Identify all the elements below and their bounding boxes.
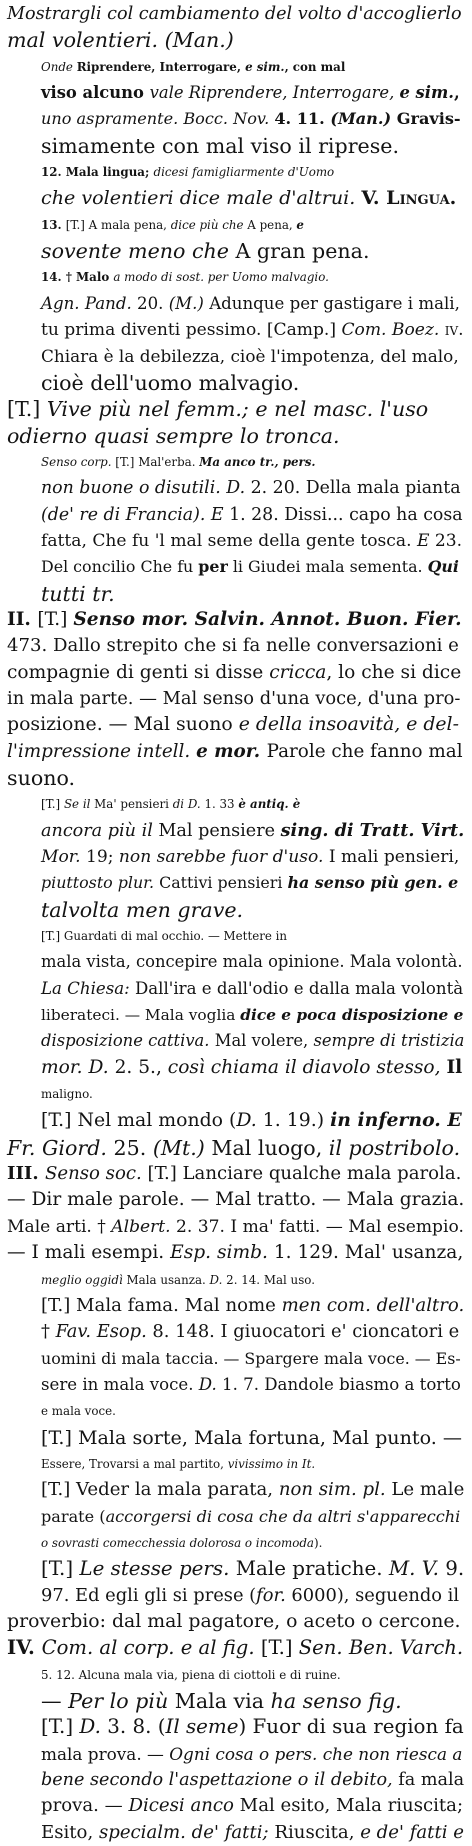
text-line	[7, 1504, 464, 1530]
text-line	[7, 54, 464, 80]
text-line	[7, 1293, 464, 1319]
text-run: mor. D.	[41, 1056, 115, 1078]
text-line	[7, 1583, 464, 1609]
text-run: compagnie di genti si disse	[7, 661, 270, 683]
text-run: [T.]	[41, 1557, 80, 1581]
text-run: Per lo più	[68, 1689, 175, 1713]
text-run: disposizione cattiva.	[41, 1031, 215, 1051]
text-run: Il seme	[165, 1715, 239, 1739]
text-run: Se il	[63, 797, 95, 812]
text-run: meglio oggidì	[41, 1272, 127, 1287]
entry-paragraph	[7, 1451, 464, 1530]
text-run: (Mt.)	[152, 1135, 212, 1160]
text-line	[7, 264, 464, 290]
text-run: accorgersi di cosa che da altri s'apparecchi	[105, 1506, 461, 1526]
text-line	[7, 317, 464, 343]
text-run: , con mal	[284, 59, 346, 74]
entry-paragraph	[7, 1609, 464, 1662]
text-run: A gran pena.	[235, 239, 370, 264]
text-run: D.	[198, 1374, 223, 1394]
text-line	[7, 1240, 464, 1266]
text-run: 14. † Malo	[41, 270, 114, 285]
text-run: D.	[79, 1715, 108, 1739]
text-run: Onde	[41, 59, 77, 74]
text-run: Sen. Ben. Varch.	[298, 1636, 464, 1660]
text-run: Lingua.	[386, 186, 457, 210]
text-run: 23.	[434, 530, 463, 551]
text-line	[7, 1635, 464, 1661]
text-line	[7, 449, 464, 475]
text-run: D.	[226, 478, 251, 499]
text-line	[7, 1002, 464, 1028]
text-line	[7, 133, 464, 159]
text-line	[7, 660, 464, 686]
text-run: fatta, Che fu 'l mal seme della gente tosca.	[41, 530, 417, 551]
entry-paragraph	[7, 396, 464, 449]
text-line	[7, 1477, 464, 1503]
text-line	[7, 185, 464, 211]
text-line	[7, 1530, 464, 1556]
text-line	[7, 1, 464, 27]
text-run: Le stesse pers.	[79, 1557, 236, 1581]
entry-paragraph	[7, 449, 464, 607]
text-run: tu prima diventi pessimo. [Camp.]	[41, 320, 342, 341]
text-run: fa mala	[398, 1770, 465, 1791]
text-line	[7, 370, 464, 396]
text-line	[7, 1741, 464, 1767]
text-run: 473. Dallo strepito che si fa nelle conversazioni e	[7, 635, 459, 657]
text-run: Fr. Giord.	[7, 1135, 114, 1160]
text-run: 1. 19.)	[262, 1110, 331, 1132]
text-line	[7, 1662, 464, 1688]
text-run: 1. 129. Mal' usanza,	[273, 1242, 464, 1264]
text-run: e de' fatti e	[360, 1821, 464, 1843]
text-run: 13.	[41, 217, 66, 232]
text-run: l'impressione intell.	[7, 740, 197, 762]
text-run: [T.] Mala fama. Mal nome	[41, 1294, 282, 1316]
text-run: prova. —	[41, 1795, 129, 1817]
text-line	[7, 1214, 464, 1240]
text-line	[7, 607, 464, 633]
entry-paragraph	[7, 1, 464, 54]
text-run: Agn. Pand.	[41, 293, 138, 313]
text-run: Senso mor. Salvin. Annot. Buon. Fier.	[73, 608, 462, 630]
text-run: 1. 28. Dissi... capo ha cosa	[229, 504, 463, 525]
text-run: Fav. Esop.	[55, 1321, 153, 1343]
text-run: in inferno. E	[330, 1109, 462, 1132]
text-run: 2. 37. I ma' fatti. — Mal esempio.	[176, 1216, 464, 1237]
text-line	[7, 1425, 464, 1451]
entry-paragraph	[7, 212, 464, 265]
text-line	[7, 791, 464, 817]
text-run: Dicesi anco	[128, 1795, 240, 1817]
text-run: Com. Boez.	[341, 320, 445, 341]
text-line	[7, 159, 464, 185]
entry-paragraph	[7, 923, 464, 1081]
text-run: e sim.	[399, 83, 454, 103]
text-run: 4. 11.	[274, 109, 331, 129]
text-run: dicesi famigliarmente d'Uomo	[153, 165, 335, 180]
text-run: non sim. pl.	[278, 1479, 392, 1501]
text-run: — I mali esempi.	[7, 1242, 171, 1264]
text-run: La Chiesa:	[41, 978, 135, 998]
text-run: III.	[7, 1163, 45, 1185]
text-run: 2. 5.,	[114, 1056, 168, 1078]
text-run: Essere, Trovarsi a mal partito,	[41, 1456, 228, 1471]
text-run: ancora più il	[41, 820, 159, 841]
text-run: vale Riprendere, Interrogare,	[149, 83, 400, 103]
entry-paragraph	[7, 1398, 464, 1451]
text-run: sempre di tristizia	[313, 1031, 465, 1051]
text-run: V.	[361, 186, 387, 210]
text-run: cioè dell'uomo malvagio.	[41, 370, 300, 395]
text-run: [T.]	[260, 1636, 299, 1660]
text-run: talvolta men grave.	[41, 897, 244, 922]
text-run: [T.]	[41, 797, 64, 812]
text-run: sere in mala voce.	[41, 1374, 199, 1394]
text-run: ha senso fig.	[270, 1689, 402, 1713]
text-run: Mal volere,	[214, 1031, 314, 1051]
text-run: bene secondo l'aspettazione o il debito,	[41, 1770, 399, 1791]
text-line	[7, 739, 464, 765]
text-run: il postribolo.	[328, 1135, 461, 1160]
text-run: li Giudei mala sementa.	[227, 557, 428, 577]
text-run: [T.]	[7, 397, 47, 422]
text-run: suono.	[7, 765, 76, 790]
text-run: Il	[446, 1056, 463, 1078]
text-run: E	[416, 530, 435, 551]
text-run: — Dir male parole. — Mal tratto. — Mala grazia.	[7, 1189, 465, 1211]
text-run: [T.]	[41, 1715, 80, 1739]
text-run: 97. Ed egli gli si prese (	[41, 1584, 257, 1606]
text-run: per	[198, 557, 228, 577]
text-run: D.	[209, 1272, 227, 1287]
text-run: 9.	[445, 1557, 465, 1581]
text-line	[7, 949, 464, 975]
text-run: 2. 14. Mal uso.	[226, 1272, 315, 1287]
text-run: Mal esito, Mala riuscita;	[239, 1795, 464, 1817]
entry-paragraph	[7, 1135, 464, 1267]
text-line	[7, 1319, 464, 1345]
text-run: maligno.	[41, 1087, 93, 1102]
text-run: IV.	[7, 1636, 42, 1660]
text-line	[7, 686, 464, 712]
text-run: Mostrargli col cambiamento del volto d'accoglierlo	[7, 4, 462, 24]
entry-paragraph	[7, 791, 464, 923]
text-run: dice più che	[170, 217, 248, 232]
text-run: Chiara è la debilezza, cioè l'impotenza, del malo,	[41, 346, 459, 367]
text-run: e della insoavità, e del-	[238, 714, 459, 736]
text-run: ) Fuor di sua region fa	[238, 1715, 464, 1739]
text-run: Del concilio Che fu	[41, 557, 199, 577]
text-line	[7, 475, 464, 501]
text-run: [T.] Guardati di mal occhio. — Mettere in	[41, 929, 288, 944]
text-line	[7, 844, 464, 870]
text-run: M. V.	[388, 1557, 446, 1581]
text-run: Com. al corp. e al fig.	[41, 1636, 261, 1660]
text-run: 6000), seguendo il	[291, 1584, 460, 1606]
text-run: parate (	[41, 1506, 106, 1526]
text-run: Mala via	[174, 1689, 271, 1713]
text-line	[7, 396, 464, 422]
text-run: Dall'ira e dall'odio e dalla mala volontà	[134, 978, 464, 998]
text-run: 1. 7. Dandole biasmo a torto	[222, 1374, 461, 1394]
text-run: liberateci. — Mala voglia	[41, 1006, 241, 1025]
entry-paragraph	[7, 1267, 464, 1399]
text-run: posizione. — Mal suono	[7, 714, 239, 736]
text-line	[7, 27, 464, 53]
text-line	[7, 1161, 464, 1187]
text-line	[7, 1081, 464, 1107]
text-line	[7, 238, 464, 264]
text-run: Vive più nel femm.; e nel masc. l'uso	[46, 397, 429, 422]
entry-paragraph	[7, 607, 464, 791]
text-run: —	[41, 1689, 69, 1713]
text-line	[7, 291, 464, 317]
text-line	[7, 1556, 464, 1582]
text-run: Gravis-	[396, 109, 461, 129]
text-run: II.	[7, 608, 38, 630]
text-run: sing. di Tratt. Virt.	[280, 819, 465, 841]
text-line	[7, 1820, 464, 1846]
text-run: 12. Mala lingua;	[41, 165, 154, 180]
text-line	[7, 712, 464, 738]
text-run: specialm. de' fatti;	[98, 1821, 275, 1843]
text-run: uomini di mala taccia. — Spargere mala voce. — Es-	[41, 1348, 461, 1368]
entry-paragraph	[7, 1662, 464, 1846]
text-run: , lo che si dice	[326, 661, 462, 683]
text-run: [T.]	[37, 608, 74, 630]
text-line	[7, 1609, 464, 1635]
text-line	[7, 554, 464, 580]
text-run: così chiama il diavolo stesso,	[167, 1056, 447, 1078]
text-run: 2. 20. Della mala pianta	[250, 478, 461, 499]
entry-paragraph	[7, 1081, 464, 1135]
text-run: Riprendere, Interrogare,	[76, 59, 246, 74]
entry-paragraph	[7, 264, 464, 396]
text-run: Mal luogo,	[211, 1135, 329, 1160]
text-line	[7, 1028, 464, 1054]
text-run: 3. 8. (	[107, 1715, 166, 1739]
text-run: non buone o disutili.	[41, 478, 227, 499]
text-run: Esp. simb.	[170, 1242, 274, 1264]
text-run: viso alcuno	[41, 83, 150, 103]
text-line	[7, 1714, 464, 1740]
text-run: 1. 33	[204, 797, 239, 812]
text-run: Mala usanza.	[126, 1272, 210, 1287]
text-run: sovente meno che	[41, 239, 236, 264]
text-run: Male arti. †	[7, 1216, 112, 1237]
text-run: uno aspramente. Bocc. Nov.	[41, 109, 275, 129]
text-line	[7, 1107, 464, 1134]
text-run: che volentieri dice male d'altrui.	[41, 186, 362, 210]
text-run: (M.)	[168, 293, 210, 313]
text-line	[7, 1767, 464, 1793]
text-line	[7, 502, 464, 528]
text-run: 5. 12. Alcuna mala via, piena di ciottoli e di ruine.	[41, 1667, 341, 1682]
text-run: iv.	[444, 320, 464, 341]
text-run: non sarebbe fuor d'uso.	[118, 847, 329, 867]
text-run: piuttosto plur.	[41, 873, 160, 893]
entry-paragraph	[7, 1530, 464, 1609]
text-line	[7, 1267, 464, 1293]
text-line	[7, 1688, 464, 1714]
text-line	[7, 1135, 464, 1161]
text-run: Riuscita,	[274, 1821, 361, 1843]
text-run: I mali pensieri,	[328, 847, 460, 867]
text-run: ha senso più gen. e	[287, 873, 459, 893]
text-run: 19;	[85, 847, 119, 867]
text-run: (Man.)	[330, 109, 397, 129]
text-run: [T.] Mala sorte, Mala fortuna, Mal punto. —	[41, 1425, 462, 1449]
text-run: (de' re di Francia).	[41, 504, 211, 525]
text-run: in mala parte. — Mal senso d'una voce, d'una pro-	[7, 687, 461, 709]
text-run: 25.	[113, 1135, 153, 1160]
text-run: Ogni cosa o pers. che non riesca a	[169, 1743, 463, 1764]
text-run: Ma anco tr., pers.	[199, 454, 316, 469]
text-line	[7, 976, 464, 1002]
text-line	[7, 581, 464, 607]
text-run: e mor.	[196, 740, 267, 762]
text-run: men com. dell'altro.	[281, 1294, 465, 1316]
text-run: Le male	[391, 1479, 465, 1501]
text-line	[7, 1346, 464, 1372]
text-run: A pena,	[247, 217, 297, 232]
text-run: Senso soc.	[45, 1163, 148, 1185]
text-run: D.	[236, 1110, 263, 1132]
text-run: o sovrasti comecchessia dolorosa o incomoda	[41, 1535, 314, 1550]
text-run: E	[210, 504, 230, 525]
entry-paragraph	[7, 159, 464, 212]
text-run: Esito,	[41, 1821, 99, 1843]
text-line	[7, 1451, 464, 1477]
text-line	[7, 106, 464, 132]
text-run: e sim.	[245, 59, 285, 74]
text-line	[7, 818, 464, 844]
text-line	[7, 923, 464, 949]
text-run: di D.	[172, 797, 205, 812]
text-run: simamente con mal viso il riprese.	[41, 133, 400, 158]
text-run: ,	[453, 83, 460, 103]
text-run: tutti tr.	[41, 581, 115, 606]
text-run: dice e poca disposizione e	[240, 1006, 464, 1025]
text-run: Mor.	[41, 847, 86, 867]
text-run: [T.] Mal'erba.	[115, 454, 200, 469]
text-run: è antiq. è	[238, 797, 301, 812]
text-line	[7, 1055, 464, 1081]
text-run: Cattivi pensieri	[159, 873, 288, 893]
text-run: odierno quasi sempre lo tronca.	[7, 423, 340, 448]
entry-paragraph	[7, 54, 464, 159]
text-run: 8. 148. I giuocatori e' cioncatori e	[152, 1321, 460, 1343]
text-run: Ma' pensieri	[94, 797, 173, 812]
text-run: Adunque per gastigare i mali,	[209, 293, 460, 313]
text-run: [T.] A mala pena,	[65, 217, 171, 232]
text-line	[7, 870, 464, 896]
text-run: mala vista, concepire mala opinione. Mala volontà.	[41, 952, 463, 972]
text-run: cricca	[269, 661, 327, 683]
text-run: e mala voce.	[41, 1404, 116, 1419]
text-line	[7, 633, 464, 659]
text-line	[7, 423, 464, 449]
text-run: proverbio: dal mal pagatore, o aceto o cercone.	[7, 1610, 461, 1632]
text-line	[7, 765, 464, 791]
text-run: Parole che fanno mal	[266, 740, 463, 762]
text-run: Qui	[427, 557, 459, 577]
text-run: mal volentieri. (Man.)	[7, 28, 234, 53]
text-line	[7, 1372, 464, 1398]
text-run: 20.	[137, 293, 169, 313]
text-run: †	[41, 1321, 56, 1343]
text-run: Male pratiche.	[235, 1557, 389, 1581]
text-line	[7, 1187, 464, 1213]
text-run: e	[296, 217, 304, 232]
text-run: [T.] Nel mal mondo (	[41, 1110, 237, 1132]
text-line	[7, 212, 464, 238]
text-line	[7, 897, 464, 923]
text-run: [T.] Veder la mala parata,	[41, 1479, 279, 1501]
text-run: Albert.	[111, 1216, 177, 1237]
text-line	[7, 80, 464, 106]
text-run: vivissimo in It.	[227, 1456, 316, 1471]
text-line	[7, 528, 464, 554]
text-run: a modo di sost. per Uomo malvagio.	[113, 270, 329, 285]
text-line	[7, 343, 464, 369]
text-run: Senso corp.	[41, 454, 116, 469]
text-line	[7, 1398, 464, 1424]
text-run: mala prova. —	[41, 1743, 170, 1764]
text-run: Mal pensiere	[158, 820, 281, 841]
text-run: ).	[314, 1535, 323, 1550]
text-run: for.	[256, 1584, 292, 1606]
text-line	[7, 1793, 464, 1819]
text-run: [T.] Lanciare qualche mala parola.	[147, 1163, 462, 1185]
